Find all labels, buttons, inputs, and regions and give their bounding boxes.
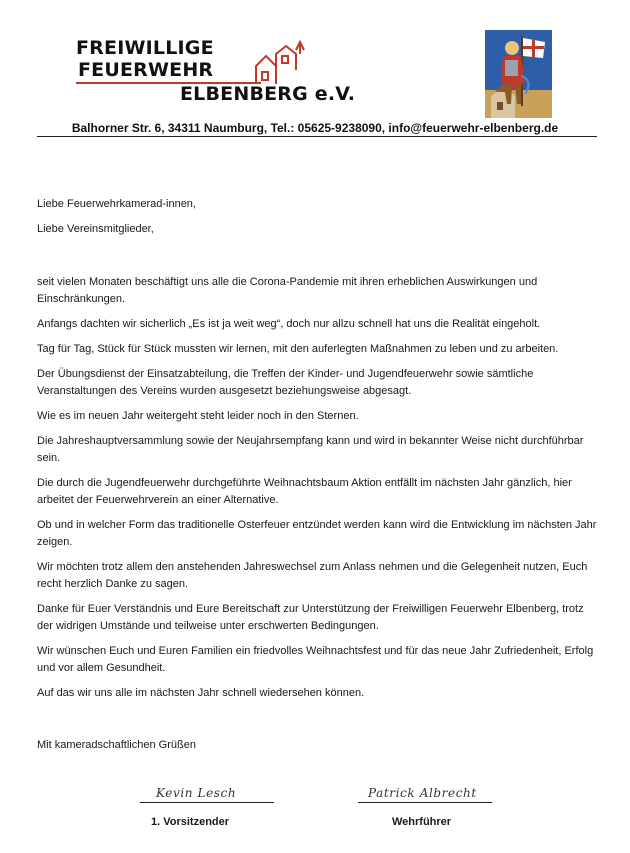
logo-line-3: ELBENBERG e.V. bbox=[180, 83, 356, 105]
salutation-1: Liebe Feuerwehrkamerad-innen, bbox=[37, 198, 196, 210]
closing-line: Mit kameradschaftlichen Grüßen bbox=[37, 739, 196, 751]
paragraph: Wir wünschen Euch und Euren Familien ein friedvolles Weihnachtsfest und für das neue Jahr Zufriedenheit, Erfolg und vor allem Gesundheit. bbox=[37, 645, 594, 674]
signature-block-1 bbox=[140, 786, 274, 803]
paragraph: Auf das wir uns alle im nächsten Jahr schnell wiedersehen können. bbox=[37, 687, 365, 699]
paragraph: Wir möchten trotz allem den anstehenden Jahreswechsel zum Anlass nehmen und die Gelegenheit nutzen, Euch recht herzlich Danke zu sagen. bbox=[37, 561, 588, 590]
signature-name: Patrick Albrecht bbox=[368, 786, 477, 800]
paragraph: Wie es im neuen Jahr weitergeht steht leider noch in den Sternen. bbox=[37, 410, 359, 422]
paragraph: Ob und in welcher Form das traditionelle Osterfeuer entzündet werden kann wird die Entwicklung im nächsten Jahr zeigen. bbox=[37, 519, 597, 548]
signatory-role-1: 1. Vorsitzender bbox=[151, 816, 230, 828]
paragraph: Tag für Tag, Stück für Stück mussten wir lernen, mit den auferlegten Maßnahmen zu leben und zu arbeiten. bbox=[37, 343, 559, 355]
signature-name: Kevin Lesch bbox=[156, 786, 237, 800]
signature-block-2 bbox=[358, 786, 492, 803]
signature-line bbox=[358, 802, 492, 803]
paragraph: Danke für Euer Verständnis und Eure Bereitschaft zur Unterstützung der Freiwilligen Feuerwehr Elbenberg, trotz der widrigen Umstände und teilweise unter erschwerten Bedingungen. bbox=[37, 603, 584, 632]
letter-body bbox=[37, 196, 597, 710]
salutation-2: Liebe Vereinsmitglieder, bbox=[37, 223, 154, 235]
contact-line: Balhorner Str. 6, 34311 Naumburg, Tel.: 05625-9238090, info@feuerwehr-elbenberg.de bbox=[71, 121, 559, 135]
fire-station-icon bbox=[254, 40, 306, 86]
fire-brigade-logo bbox=[76, 38, 366, 108]
paragraph: Der Übungsdienst der Einsatzabteilung, die Treffen der Kinder- und Jugendfeuerwehr sowie sämtliche Veranstaltungen des Vereins wurden ausgesetzt beziehungsweise abgesagt. bbox=[37, 368, 534, 397]
paragraph: seit vielen Monaten beschäftigt uns alle die Corona-Pandemie mit ihren erheblichen Auswirkungen und Einschränkungen. bbox=[37, 276, 538, 305]
paragraph: Die Jahreshauptversammlung sowie der Neujahrsempfang kann und wird in bekannter Weise nicht durchführbar sein. bbox=[37, 435, 584, 464]
logo-line-2: FEUERWEHR bbox=[78, 59, 214, 81]
paragraph: Die durch die Jugendfeuerwehr durchgeführte Weihnachtsbaum Aktion entfällt im nächsten Jahr gänzlich, hier arbeitet der Feuerwehrverein an einer Alternative. bbox=[37, 477, 572, 506]
signatory-role-2: Wehrführer bbox=[392, 816, 452, 828]
saint-florian-emblem-icon bbox=[485, 30, 552, 118]
signature-line bbox=[140, 802, 274, 803]
logo-line-1: FREIWILLIGE bbox=[76, 37, 214, 59]
paragraph: Anfangs dachten wir sicherlich „Es ist ja weit weg“, doch nur allzu schnell hat uns die Realität eingeholt. bbox=[37, 318, 541, 330]
header-divider bbox=[37, 136, 597, 137]
